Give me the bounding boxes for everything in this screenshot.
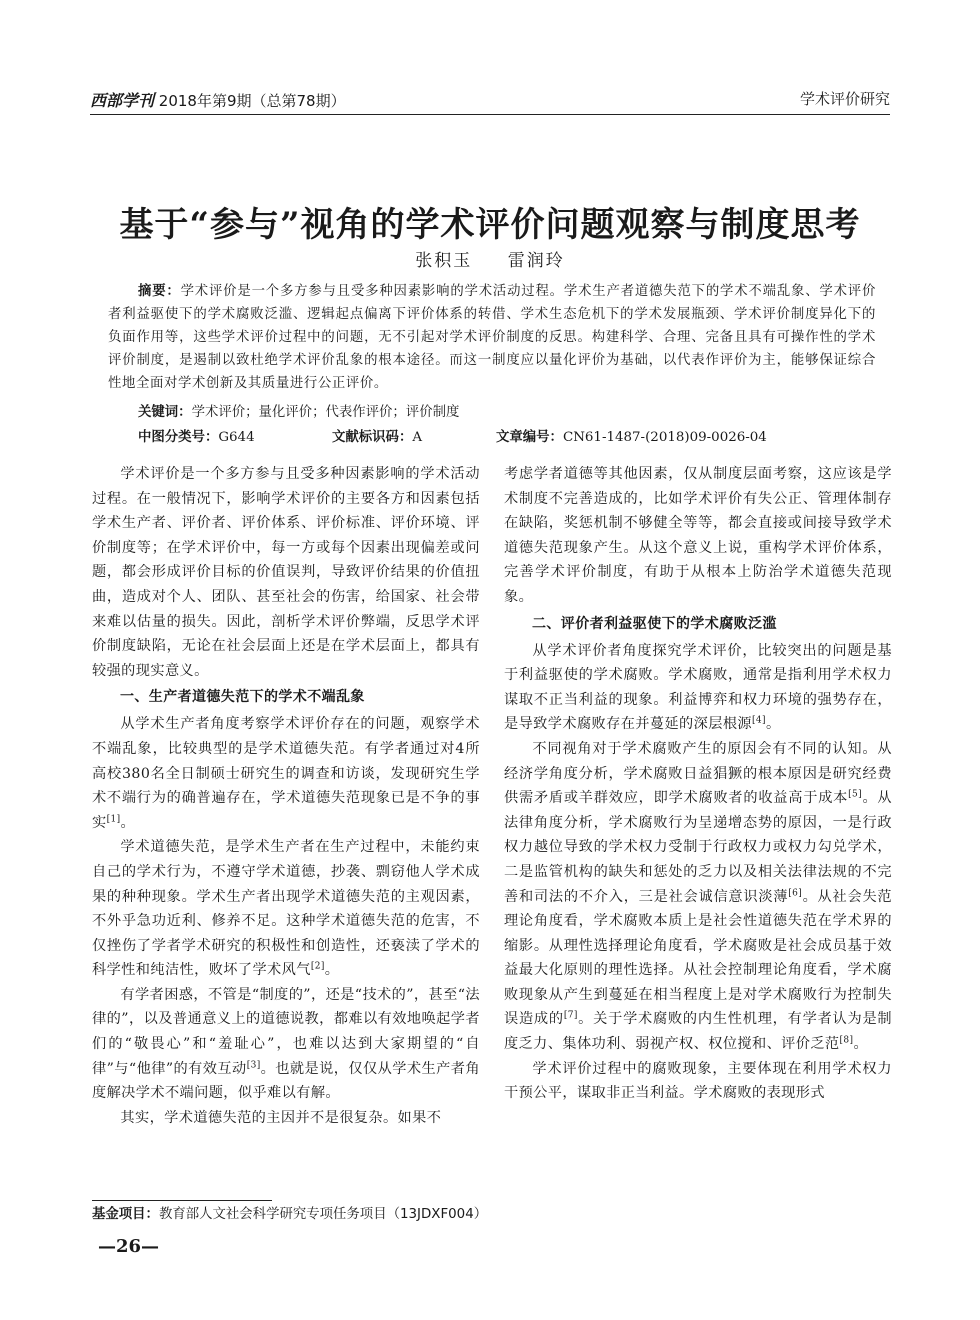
doc-code-value: A	[412, 430, 423, 445]
paragraph-text: 学术道德失范，是学术生产者在生产过程中，未能约束自己的学术行为，不遵守学术道德，抄袭、剽窃他人学术成果的种种现象。学术生产者出现学术道德失范的主观因素，不外乎急功近利、修养不足。这种学术道德失范的危害，不仅挫伤了学者学术研究的积极性和创造性，还亵渎了学术的科学性和纯洁性，败坏了学术风气	[92, 839, 480, 979]
body-paragraph: 学术评价是一个多方参与且受多种因素影响的学术活动过程。在一般情况下，影响学术评价的主要各方和因素包括学术生产者、评价者、评价体系、评价标准、评价环境、评价制度等；在学术评价中，每一方或每个因素出现偏差或问题，都会形成评价目标的价值误判，导致评价结果的价值扭曲，造成对个人、团队、甚至社会的伤害，给国家、社会带来难以估量的损失。因此，剖析学术评价弊端，反思学术评价制度缺陷，无论在社会层面上还是在学术层面上，都具有较强的现实意义。	[92, 466, 480, 679]
body-column-left	[92, 462, 480, 1130]
paragraph-text: 。从社会失范理论角度看，学术腐败本质上是社会性道德失范在学术界的缩影。从理性选择理论角度看，学术腐败是社会成员基于效益最大化原则的理性选择。从社会控制理论角度看，学术腐败现象从产生到蔓延在相当程度上是对学术腐败行为控制失误造成的	[504, 888, 892, 1028]
body-paragraph	[92, 712, 480, 835]
keywords-label: 关键词：	[138, 405, 192, 420]
body-paragraph	[92, 983, 480, 1106]
author-name: 雷润玲	[507, 251, 565, 271]
article-number	[496, 426, 767, 445]
citation-ref: [5]	[848, 789, 863, 800]
body-paragraph	[504, 737, 892, 1057]
running-header	[90, 86, 890, 115]
paragraph-text: 。也就是说，仅仅从学术生产者角度解决学术不端问题，似乎难以有解。	[92, 1060, 480, 1102]
paragraph-text: 。	[853, 1036, 869, 1053]
citation-ref: [1]	[106, 813, 121, 824]
issue-info: 2018年第9期（总第78期）	[158, 92, 346, 110]
keywords	[138, 401, 876, 420]
keywords-text: 学术评价；量化评价；代表作评价；评价制度	[191, 405, 460, 420]
citation-ref: [2]	[310, 961, 325, 972]
abstract-label: 摘要：	[138, 284, 181, 299]
paragraph-text: 。	[120, 814, 136, 831]
paragraph-text: 从学术评价者角度探究学术评价，比较突出的问题是基于利益驱使的学术腐败。学术腐败，通常是指利用学术权力谋取不正当利益的现象。利益博弈和权力环境的强势存在，是导致学术腐败存在并蔓延的深层根源	[504, 642, 892, 733]
body-column-right	[504, 462, 892, 1106]
paragraph-text: 从学术生产者角度考察学术评价存在的问题，观察学术不端乱象，比较典型的是学术道德失范。有学者通过对4所高校380名全日制硕士研究生的调查和访谈，发现研究生学术不端行为的确普遍存在，学术道德失范现象已是不争的事实	[92, 716, 480, 831]
body-paragraph	[504, 639, 892, 737]
page-number: —26—	[98, 1236, 160, 1257]
abstract	[108, 280, 876, 395]
footnote-divider	[92, 1200, 272, 1201]
abstract-text: 学术评价是一个多方参与且受多种因素影响的学术活动过程。学术生产者道德失范下的学术不端乱象、学术评价者利益驱使下的学术腐败泛滥、逻辑起点偏离下评价体系的转借、学术生态危机下的学术发展瓶颈、学术评价制度异化下的负面作用等，这些学术评价过程中的问题，无不引起对学术评价制度的反思。构建科学、合理、完备且具有可操作性的学术评价制度，是遏制以致杜绝学术评价乱象的根本途径。而这一制度应以量化评价为基础，以代表作评价为主，能够保证综合性地全面对学术创新及其质量进行公正评价。	[108, 284, 876, 391]
citation-ref: [4]	[752, 715, 766, 726]
clc-number	[138, 426, 255, 445]
article-title: 基于“参与”视角的学术评价问题观察与制度思考	[119, 204, 861, 245]
paragraph-text: 。	[324, 962, 340, 979]
paragraph-text: 。从法律角度分析，学术腐败行为呈递增态势的原因，一是行政权力越位导致的学术权力受制于行政权力或权力勾兑学术，二是监管机构的缺失和惩处的乏力以及相关法律法规的不完善和司法的不介入，三是社会诚信意识淡薄	[504, 790, 893, 905]
body-paragraph: 其实，学术道德失范的主因并不是很复杂。如果不	[120, 1109, 442, 1126]
body-paragraph: 考虑学者道德等其他因素，仅从制度层面考察，这应该是学术制度不完善造成的，比如学术评价有失公正、管理体制存在缺陷，奖惩机制不够健全等等，都会直接或间接导致学术道德失范现象产生。从这个意义上说，重构学术评价体系，完善学术评价制度，有助于从根本上防治学术道德失范现象。	[504, 466, 892, 605]
body-paragraph	[92, 835, 480, 983]
article-number-value: CN61-1487-(2018)09-0026-04	[562, 430, 767, 445]
body-paragraph: 学术评价过程中的腐败现象，主要体现在利用学术权力干预公平，谋取非正当利益。学术腐败的表现形式	[504, 1060, 892, 1102]
section-heading-1: 一、生产者道德失范下的学术不端乱象	[120, 689, 365, 706]
clc-value: G644	[218, 430, 255, 445]
clc-label: 中图分类号：	[138, 430, 219, 445]
document-code	[332, 426, 422, 445]
author-list	[0, 246, 980, 271]
doc-code-label: 文献标识码：	[332, 430, 413, 445]
funding-text: 教育部人文社会科学研究专项任务项目（13JDXF004）	[158, 1207, 488, 1222]
section-label: 学术评价研究	[799, 90, 890, 108]
journal-info	[90, 88, 346, 111]
journal-name: 西部学刊	[90, 91, 155, 110]
funding-label: 基金项目：	[92, 1207, 159, 1222]
funding-footnote	[92, 1203, 487, 1222]
paragraph-text: 。关于学术腐败的内生性机理，有学者认为是制度乏力、集体功利、弱视产权、权位搅和、评价乏范	[504, 1011, 893, 1053]
paragraph-text: 有学者困惑，不管是“制度的”，还是“技术的”，甚至“法律的”，以及普通意义上的道德说教，都难以有效地唤起学者们的“敬畏心”和“羞耻心”，也难以达到大家期望的“自律”与“他律”的有效互动	[92, 986, 480, 1077]
article-number-label: 文章编号：	[496, 430, 563, 445]
citation-ref: [8]	[839, 1035, 854, 1046]
classification-line	[138, 426, 876, 446]
citation-ref: [6]	[788, 887, 803, 898]
author-name: 张积玉	[415, 251, 473, 271]
section-heading-2: 二、评价者利益驱使下的学术腐败泛滥	[532, 615, 777, 632]
paragraph-text: 不同视角对于学术腐败产生的原因会有不同的认知。从经济学角度分析，学术腐败日益猖獗的根本原因是研究经费供需矛盾或羊群效应，即学术腐败者的收益高于成本	[504, 740, 892, 807]
citation-ref: [3]	[246, 1059, 261, 1070]
paragraph-text: 。	[765, 716, 781, 733]
citation-ref: [7]	[563, 1010, 578, 1021]
